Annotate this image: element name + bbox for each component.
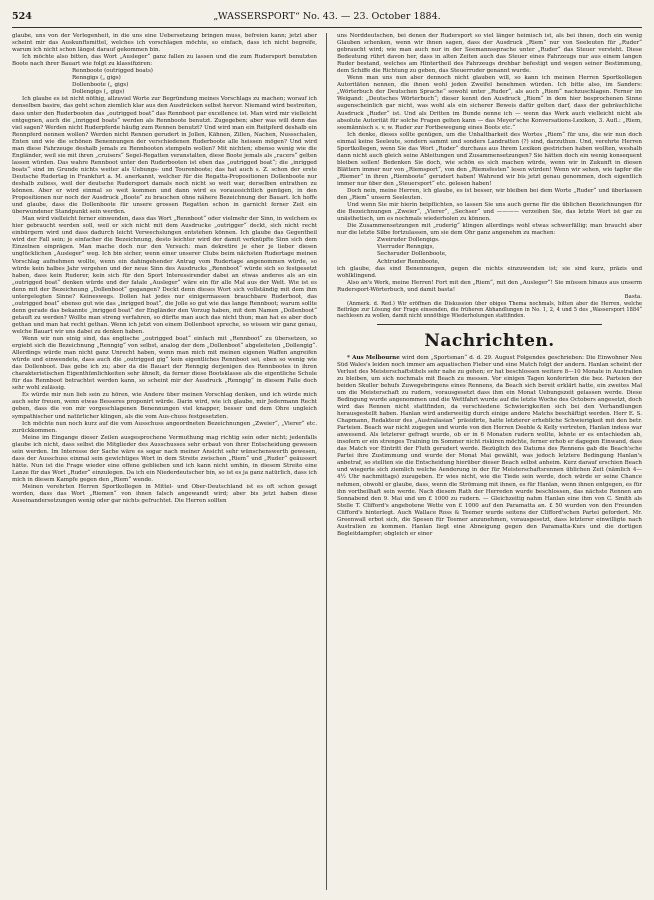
list-item: Sechsruder Dollenboote, xyxy=(377,251,447,258)
news-item xyxy=(337,355,642,538)
column-divider xyxy=(326,33,327,890)
list-item: Rennboote (outrigged boats) xyxy=(72,68,153,75)
list-item: Zweiruder Dollengigs. xyxy=(377,237,440,244)
paragraph: Ich denke, dieses sollte genügen, um die Unhaltbarkeit des Wortes „Riem“ für uns, die wir nun doch einmal keine Seeleute, sondern sammt und sonders Landratten (?) sind, darzuthun. Und, verehrte Herren Sportkollegen, wenn Sie das Wort „Ruder“ durchaus aus Ihrem Lexikon gestrichen haben wollten, weshalb dann nicht auch gleich seine Ableitungen und Zusammensetzungen? Sie hätten doch ein wenig konsequent bleiben sollen! Bedenken Sie doch, wie schön es sich machen würde, wenn wir in Zukunft in diesen Blättern immer nur von „Riemsport“, von den „Riemsfesten“ lesen würden! Wenn wir sehen, wie tapfer die „Riemer“ in ihren „Riemboote“ gerudert haben! Wahrend wir bis jetzt genau genommen, doch eigentlich immer nur über den „Steuersport“ etc. gelesen haben! xyxy=(337,131,642,187)
paragraph: glaube, uns von der Verlegenheit, in die uns eine Uebersetzung bringen muss, befreien kann; jetzt aber scheint mir das Auskunftsmittel, welches ich vorschlagen möchte, so einfach, dass ich nicht begreife, warum ich nicht schon längst darauf gekommen bin. xyxy=(12,33,317,54)
paragraph: Meine im Eingange dieser Zeilen ausgesprochene Vermuthung mag richtig sein oder nicht; jedenfalls glaube ich nicht, dass selbst die Mitglieder des Ausschusses sehr erbaut von ihrer Entscheidung gewesen sein werden. Im Interesse der Sache wäre es sogar nach meiner Ansicht sehr wünschenswerth gewesen, dass der Ausschuss einmal sein gewichtiges Wort in dem Streite zwischen „Riem“ und „Ruder“ geäussert hätte. Nun ist die Frage wieder eine offene geblieben und ich kann nicht umhin, in diesem Streite eine Lanze für das Wort „Ruder“ einzulegen. Da ich ein Niederdeutscher bin, so ist es ja ganz natürlich, dass ich mich in diesem Kampfe gegen den „Riem“ wende. xyxy=(12,434,317,483)
editor-note: (Anmerk. d. Red.) Wir eröffnen die Diskussion über obiges Thema nochmals, bitten aber die Herren, welche Beiträge zur Lösung der Frage einsenden, die früheren Abhandlungen in No. 1, 2, 4 und 5 des „Wassersport 1884“ nachlesen zu wollen, damit nicht unnöthige Wiederholungen stattfinden. xyxy=(337,300,642,320)
paragraph: Man wird vielleicht ferner einwenden, dass das Wort „Rennboot“ oder vielmehr der Sinn, in welchem es hier gebraucht werden soll, weil er sich nicht mit dem Ausdrucke „outrigger“ deckt, sich nicht recht einbürgern wird und dass dadurch leicht Verwechslungen entstehen können. Ich glaube das Gegentheil wird der Fall sein; je einfacher die Bezeichnung, desto leichter wird der damit verknüpfte Sinn sich dem Einzelnen einprägen. Man mache doch nur den Versuch: man dekretire je eher je lieber diesen unglücklichen „Ausleger“ weg. Ich bin sicher, wenn einer unserer Clubs beim nächsten Rudertage meinen Vorschlag aufnehmen wollte, wenn ein dahingehender Antrag vom Rudertage angenommen würde, so würde kein halbes Jahr vergehen und der neue Sinn des Ausdrucks „Rennboot“ würde sich so festgesetzt haben, dass kein Ruderer, kein sich für den Sport Interessirender dabei an etwas anderes als an ein „outrigged boat“ denken würde und der fatale „Ausleger“ wäre ein für alle Mal aus der Welt. Wie ist es denn mit der Bezeichnung „Dollenboot“ gegangen? Deckt denn dieses Wort sich vollständig mit dem ihm untergelegten Sinne? Keineswegs. Dollen hat jedes nur einigermassen brauchbare Ruderboot, das „outrigged boat“ ebenso gut wie das „inrigged boat“, die Jolle so gut wie das lange Rennboot; warum sollte denn gerade das bekannte „inrigged boat“ der Engländer den Vorzug haben, mit dem Namen „Dollenboot“ getauft zu werden? Wollte man streng verfahren, so dürfte man auch das nicht thun; man hat es aber doch gethan und man hat recht gethan. Wenn ich jetzt von einem Dollenboot spreche, so wissen wir ganz genau, welche Bauart wir uns dabei zu denken haben. xyxy=(12,216,317,335)
paragraph: ich glaube, das sind Benennungen, gegen die nichts einzuwenden ist; sie sind kurz, präzis und wohlklingend. xyxy=(337,265,642,279)
paragraph: Doch nein, meine Herren, ich glaube, es ist besser, wir bleiben bei dem Worte „Ruder“ und überlassen den „Riem“ unsern Seeleuten. xyxy=(337,188,642,202)
paragraph: Und wenn Sie mir hierin beipflichten, so lassen Sie uns auch gerne für die üblichen Bezeichnungen für die Bezeichnungen „Zweier“, „Vierer“, „Sechser“ und ———— verzeihen Sie, das letzte Wort ist gar zu unästhetisch, um es nochmals wiederholen zu können. xyxy=(337,202,642,223)
news-body: wird dem „Sportsman“ d. d. 29. August Folgendes geschrieben: Die Einwohner Neu Süd Wales's leiden noch immer am aquatischen Fieber und eine Match folgt der andern. Hanlan scheint der Verlust des Meisterschaftstitels sehr nahe zu gehen; er hat beschlossen weitere 8—10 Monate in Australien zu bleiben, um sich nochmals mit Beach zu messen. Vor einigen Tagen konferirten die bez. Parteien der beiden Skuller behufs Zuwegebringens eines Rennens, da Beach sich bereit erklärt hatte, ein zweites Mal um die Meisterschaft zu rudern, vorausgesetzt dass ihm ein Monat Uebungszeit gelassen werde. Diese Bedingung wurde angenommen und die Wettfahrt wurde auf die letzte Woche des Octobers angesetzt, doch wird das Rennen nicht stattfinden, da verschiedene Schwierigkeiten sich bei den Verhandlungen herausgestellt haben. Hanlan wird anderweitig durch einige andere Matchs beschäftigt werden. Herr E. S. Chapmann, Redakteur des „Australasian“ präsidirte, hatte letzterer erhebliche Schwierigkeit mit den betr. Parteien. Beach war nicht zugegen und wurde von den Herren Deeble & Kelly vertreten, Hanlan indess war anwesend. Als letzterer gefragt wurde, ob er in 6 Monaten rudern wollte, lehnte er es entschieden ab, insofern er ein strenges Training im Sommer nicht riskiren möchte, ferner erhob er dagegen Einwand, dass das Match vor Eintritt der Fluth gerudert werde. Bezüglich des Datums des Rennens gab die Beach'sche Partei ihre Zustimmung und wurde der Monat Mai gewählt, was jedoch letztere Bedingung Hanlan's anbetraf, so stellten sie die Entscheidung hierüber dieser Beach selbst anheim. Kurz darauf erschien Beach und wiegerte sich ziemlich welche Aenderung in der für Meisterschaftsrennen üblichen Zeit (nämlich 4—4½ Uhr nachmittags) zuzugeben. Er wies nicht, wie die Tiede sein werde, doch würde er seine Chance nehmen, obwohl er glaube, dass, wenn die Strömung mit ihnen, es für Hanlan, wenn ihnen entgegen, es für ihn vortheilhaft sein werde. Nach diesem Rath der Herreden wurde beschlossen, das nächste Rennen am Sonnabend den 9. Mai und um £ 1000 zu rudern. — Gleichzeitig nahm Hanlan eine ihm von C. Smith als Stelle T. Clifford's angebotene Wette von £ 1000 auf den Paramatta an. £ 50 wurden von den Freunden Clifford's hinterlegt. Auch Wallace Ross & Teemer wurde seitens der Clifford'schen Partei gefordert. Mr. Greenwall erbot sich, die Spesen für Teemer anzunehmen, vorausgesetzt, dass letzterer einwilligte nach Australien zu kommen. Hanlan liegt eine Abneigung gegen den Paramatta-Kurs und die dortigen Begleitdampfer; obgleich er einer xyxy=(337,354,642,537)
paragraph: Wenn man uns nun aber dennoch nicht glauben will, so kann ich meinen Herren Sportkollegen Autoritäten nennen, die ihnen wohl jeden Zweifel benehmen würden. Ich bitte also, im Sanders: „Wörterbuch der Deutschen Sprache“ sowohl unter „Ruder“, als auch „Riem“ nachzuschlagen. Ferner im Weigand: „Deutsches Wörterbuch“; dieser kennt den Ausdruck „Riem“ in dem hier besprochenen Sinne augenscheinlich gar nicht, was wohl als ein sicherer Beweis dafür gelten darf, dass der gebräuchliche Ausdruck „Ruder“ ist. Und als Dritten im Bunde nenne ich — wenn das Werk auch vielleicht nicht als absolute Autorität für solche Fragen gelten kann — das Meyer'sche Konversations-Lexikon, 3. Aufl.: „Riem, seemännisch s. v. w. Ruder zur Fortbewegung eines Boots etc.“ xyxy=(337,75,642,131)
crew-naming-list xyxy=(337,237,642,265)
section-rule xyxy=(377,324,602,325)
paragraph: Ich möchte also bitten, das Wort „Ausleger“ ganz fallen zu lassen und die zum Rudersport benutzten Boote nach ihrer Bauart wie folgt zu klassifiziren: xyxy=(12,54,317,68)
boat-classification-list xyxy=(12,68,317,96)
list-item: Achtruder Rennboote, xyxy=(377,258,440,265)
paragraph: Also an's Werk, meine Herren! Fort mit den „Riem“, mit den „Ausleger“! Sie müssen hinaus aus unserm Rudersport-Wörterbuch, und damit basta! xyxy=(337,279,642,293)
list-item: Dollengigs („ gigs) xyxy=(72,89,125,96)
header-rule xyxy=(12,27,642,28)
page-header xyxy=(12,10,642,24)
list-item: Vierruder Renngigs, xyxy=(377,244,435,251)
news-place: * Aus Melbourne xyxy=(347,354,400,361)
right-column xyxy=(337,33,642,891)
paragraph: Ich glaube es ist nicht nöthig, allzuviel Worte zur Begründung meines Vorschlags zu machen; worauf ich denselben basire, das geht schon ziemlich klar aus den Ausdrücken selbst hervor. Niemand wird bestreiten, dass unter den Ruderbooten das „outrigged boat“ das Rennboot par excellence ist. Man wird mir vielleicht entgegnen, auch die „inrigged boats“ werden als Rennboote benutzt. Zugegeben; aber was will denn das viel sagen? Werden nicht Ruderpferde häufig zum Rennen benutzt? Und wird man ein Reitpferd deshalb ein Rennpferd nennen wollen? Werden nicht Rennen gerudert in Jollen, Kähnen, Zillen, Nachen, Nussschalen, Enten und wie die schönen Benennungen der verschiedenen Ruderboote alle heissen mögen? Und wird man diese Fahrzeuge deshalb jemals zu Rennbooten stempeln wollen? Mit nichten; ebenso wenig wie die Engländer, weil sie mit ihren „cruisers“ Segel-Regatten veranstalten, diese Boote jemals als „racers“ gelten lassen würden. Das wahre Rennboot unter den Ruderbooten ist eben das „outrigged boat“; die „inrigged boats“ sind im Grunde nichts weiter als Uebungs- und Tourenboote; das hat auch s. Z. schon der erste Deutsche Rudertag in Frankfurt a. M. anerkannt, welcher für die Regatta-Propositionen Dollenboote nur deshalb zuliess, weil der deutsche Rudersport damals noch nicht so weit war, derselben entrathen zu können. Aber er wird einmal so weit kommen und dann wird es voraussichtlich genügen, in den Propositionen nur noch der Ausdruck „Boote“ zu brauchen ohne nähere Bezeichnung der Bauart. Ich hoffe und glaube, dass die Dollenboote für unsere grossen Regatten schon in garnicht ferner Zeit ein überwundener Standpunkt sein werden. xyxy=(12,96,317,216)
paragraph: Wenn wir nun einig sind, das englische „outrigged boat“ einfach mit „Rennboot“ zu übersetzen, so ergiebt sich die Bezeichnung „Renngig“ von selbst, analog der dem „Dollenboot“ abgeleiteten „Dollengig“. Allerdings würde man nicht ganz Unrecht haben, wenn man mich mit meinen eigenen Waffen angreifen würde und einwendete, dass auch die „outrigged gig“ kein eigentliches Rennboot sei, eben so wenig wie das Dollenboot. Das gebe ich zu; aber da die Bauart der Renngig derjenigen des Rennbootes in ihren charakteristischen Eigenthümlichkeiten sehr ähnelt, da ferner diese Bootsklasse als die eigentliche Schule für das Rennboot betrachtet werden kann, so scheint mir der Ausdruck „Renngig“ in diesem Falle doch sehr wohl zulässig. xyxy=(12,336,317,392)
running-title: „WASSERSPORT“ No. 43. — 23. October 1884. xyxy=(213,11,441,22)
left-column xyxy=(12,33,317,891)
section-title: Nachrichten. xyxy=(424,330,555,351)
paragraph: Die Zusammensetzungen mit „ruderig“ klingen allerdings wohl etwas schwerfällig; man braucht aber nur die letzte Silbe fortzulassen, um sie dem Ohr ganz angenehm zu machen: xyxy=(337,223,642,237)
paragraph: Es würde mir nun lieb sein zu hören, wie Andere über meinen Vorschlag denken, und ich würde mich auch sehr freuen, wenn etwas Besseres proponirt würde. Darin wird, wie ich glaube, mir Jedermann Recht geben, dass die von mir vorgeschlagenen Benennungen viel knapper, besser und dem Ohre ungleich sympathischer und natürlicher klingen, als die vom Aus-chuss festgesetzten. xyxy=(12,392,317,420)
paragraph: uns Norddeutschen, bei denen der Rudersport so viel länger heimisch ist, als bei ihnen, doch ein wenig Glauben schenken, wenn wir ihnen sagen, dass der Ausdruck „Riem“ nur von Seeleuten für „Ruder“ gebraucht wird; wie man auch nur in der Seemannssprache unter „Ruder“ das Steuer versteht. Diese Bedeutung rührt davon her, dass in alten Zeiten auch das Steuer eines Fahrzeugs nur aus einem langen Ruder bestand, welches am Hintertheil des Fahrzeugs drehbar befestigt und wegen seiner Bestimmung, dem Schiffe die Richtung zu geben, das Steuerruder genannt wurde. xyxy=(337,33,642,75)
paragraph: Ich möchte nun noch kurz auf die vom Ausschuss angeordneten Bezeichnungen „Zweier“, „Vierer“ etc. zurückkommen. xyxy=(12,420,317,434)
page-number: 524 xyxy=(12,11,32,22)
paragraph: Meinen verehrten Herren Sportkollegen in Mittel- und Ober-Deutschland ist es oft schon gesagt worden, dass das Wort „Riemen“ von ihnen falsch angewandt wird; aber bis jetzt haben diese Auseinandersetzungen wenig oder gar nichts gefruchtet. Die Herren sollten xyxy=(12,484,317,505)
list-item: Renngigs („ gigs) xyxy=(72,75,121,82)
list-item: Dollenboote („ gigs) xyxy=(72,82,129,89)
author-signature: Basta. xyxy=(624,293,642,300)
